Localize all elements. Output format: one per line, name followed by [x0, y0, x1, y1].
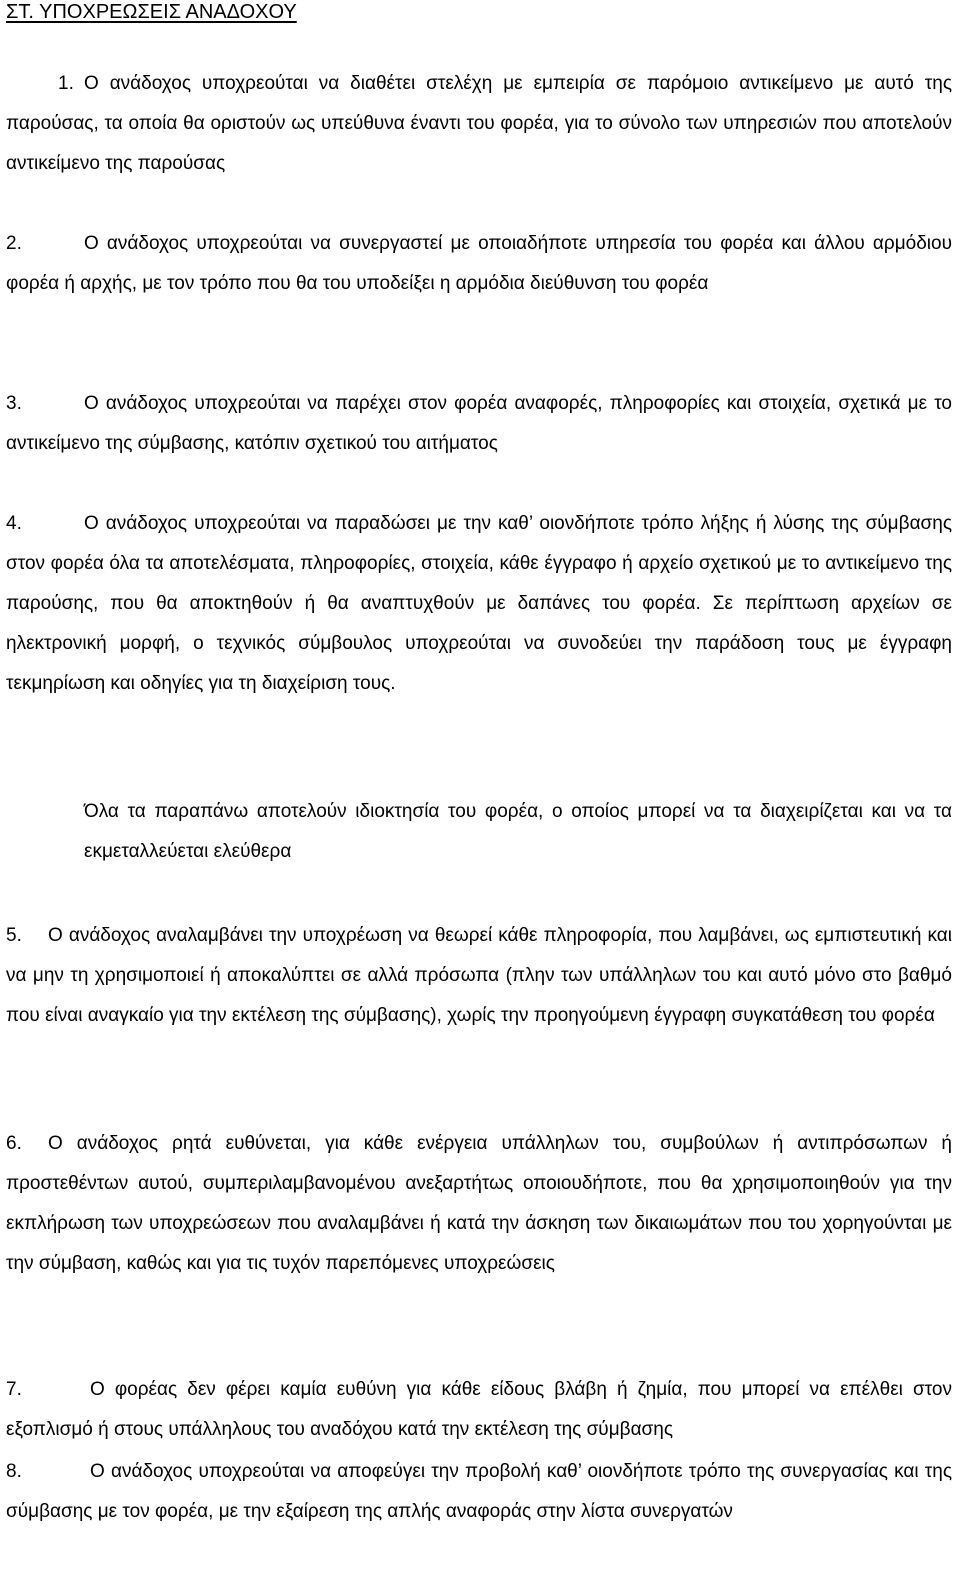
item-number-4: 4. [6, 513, 22, 534]
item-number-8: 8. [6, 1461, 22, 1482]
item-text-3: Ο ανάδοχος υποχρεούται να παρέχει στον φορέα αναφορές, πληροφορίες και στοιχεία, σχετικά με το αντικείμενο της σύμβασης, κατόπιν σχετικού του αιτήματος [6, 393, 952, 454]
obligation-item-3 [6, 384, 952, 464]
obligation-item-1 [6, 64, 952, 184]
item-number-6: 6. [6, 1133, 22, 1154]
item-number-7: 7. [6, 1379, 22, 1400]
item-text-1: Ο ανάδοχος υποχρεούται να διαθέτει στελέχη με εμπειρία σε παρόμοιο αντικείμενο με αυτό της παρούσας, τα οποία θα οριστούν ως υπεύθυνα έναντι του φορέα, για το σύνολο των υπηρεσιών που αποτελούν αντικείμενο της παρούσας [6, 73, 952, 174]
item-number-1: 1. [58, 73, 74, 94]
ownership-note-text: Όλα τα παραπάνω αποτελούν ιδιοκτησία του φορέα, ο οποίος μπορεί να τα διαχειρίζεται και να τα εκμεταλλεύεται ελεύθερα [84, 801, 952, 862]
item-text-8: Ο ανάδοχος υποχρεούται να αποφεύγει την προβολή καθ’ οιονδήποτε τρόπο της συνεργασίας και της σύμβασης με τον φορέα, με την εξαίρεση της απλής αναφοράς στην λίστα συνεργατών [6, 1461, 952, 1522]
obligation-item-7 [6, 1370, 952, 1450]
item-text-6: Ο ανάδοχος ρητά ευθύνεται, για κάθε ενέργεια υπάλληλων του, συμβούλων ή αντιπρόσωπων ή προστεθέντων αυτού, συμπεριλαμβανομένου ανεξαρτήτως οποιουδήποτε, που θα χρησιμοποιηθούν για την εκπλήρωση των υποχρεώσεων που αναλαμβάνει ή κατά την άσκηση των δικαιωμάτων που του χορηγούνται με την σύμβαση, καθώς και για τις τυχόν παρεπόμενες υποχρεώσεις [6, 1133, 952, 1274]
item-text-5: Ο ανάδοχος αναλαμβάνει την υποχρέωση να θεωρεί κάθε πληροφορία, που λαμβάνει, ως εμπιστευτική και να μην τη χρησιμοποιεί ή αποκαλύπτει σε αλλά πρόσωπα (πλην των υπάλληλων του και αυτό μόνο στο βαθμό που είναι αναγκαίο για την εκτέλεση της σύμβασης), χωρίς την προηγούμενη έγγραφη συγκατάθεση του φορέα [6, 925, 952, 1026]
item-number-3: 3. [6, 393, 22, 414]
section-heading: ΣΤ. ΥΠΟΧΡΕΩΣΕΙΣ ΑΝΑΔΟΧΟΥ [6, 1, 297, 23]
obligation-item-5 [6, 916, 952, 1036]
item-number-5: 5. [6, 925, 22, 946]
obligation-item-4 [6, 504, 952, 704]
obligation-item-2 [6, 224, 952, 304]
item-number-2: 2. [6, 233, 22, 254]
item-text-2: Ο ανάδοχος υποχρεούται να συνεργαστεί με οποιαδήποτε υπηρεσία του φορέα και άλλου αρμόδιου φορέα ή αρχής, με τον τρόπο που θα του υποδείξει η αρμόδια διεύθυνση του φορέα [6, 233, 952, 294]
item-text-7: Ο φορέας δεν φέρει καμία ευθύνη για κάθε είδους βλάβη ή ζημία, που μπορεί να επέλθει στον εξοπλισμό ή στους υπάλληλους του αναδόχου κατά την εκτέλεση της σύμβασης [6, 1379, 952, 1440]
obligation-item-6 [6, 1124, 952, 1284]
ownership-note [84, 792, 952, 872]
item-text-4: Ο ανάδοχος υποχρεούται να παραδώσει με την καθ’ οιονδήποτε τρόπο λήξης ή λύσης της σύμβασης στον φορέα όλα τα αποτελέσματα, πληροφορίες, στοιχεία, κάθε έγγραφο ή αρχείο σχετικού με το αντικείμενο της παρούσης, που θα αποκτηθούν ή θα αναπτυχθούν με δαπάνες του φορέα. Σε περίπτωση αρχείων σε ηλεκτρονική μορφή, ο τεχνικός σύμβουλος υποχρεούται να συνοδεύει την παράδοση τους με έγγραφη τεκμηρίωση και οδηγίες για τη διαχείριση τους. [6, 513, 952, 694]
obligation-item-8 [6, 1452, 952, 1532]
